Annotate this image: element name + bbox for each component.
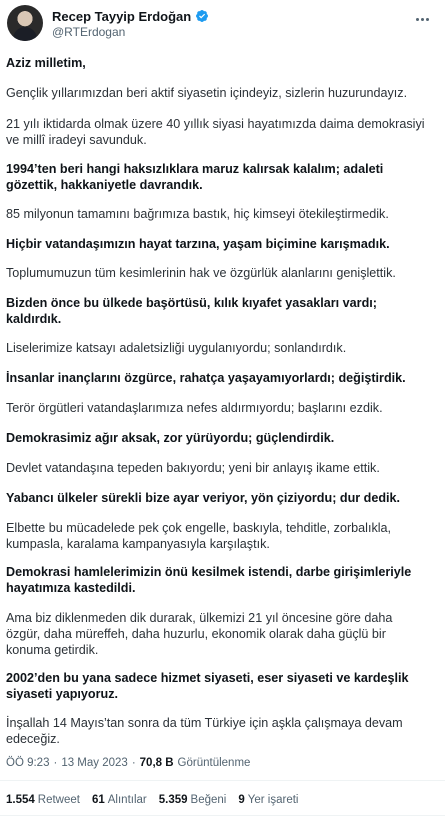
tweet-header [0,0,445,46]
tweet-paragraph: Demokrasi hamlelerimizin önü kesilmek istendi, darbe girişimleriyle hayatımıza kastedildi. [6,565,412,595]
avatar[interactable] [7,5,43,41]
author-name-row[interactable] [52,8,209,24]
tweet-paragraph: 1994’ten beri hangi haksızlıklara maruz kalırsak kalalım; adaleti gözettik, hakkaniyetle davrandık. [6,162,384,192]
author-name[interactable]: Recep Tayyip Erdoğan [52,8,192,24]
tweet-paragraph: Bizden önce bu ülkede başörtüsü, kılık kıyafet yasakları vardı; kaldırdık. [6,296,377,326]
retweets-stat[interactable] [6,794,80,806]
retweets-label: Retweet [37,794,80,806]
more-options-icon[interactable] [411,11,433,27]
engagement-stats [6,794,298,806]
meta-separator: · [131,757,136,769]
tweet-paragraph: İnşallah 14 Mayıs’tan sonra da tüm Türkiye için aşkla çalışmaya devam edeceğiz. [6,716,403,746]
quotes-count: 61 [91,794,105,806]
tweet-paragraph: Elbette bu mücadelede pek çok engelle, baskıyla, tehditle, zorbalıkla, kumpasla, karalama kampanyasıyla karşılaştık. [6,521,392,551]
tweet-paragraph: Terör örgütleri vatandaşlarımıza nefes aldırmıyordu; başlarını ezdik. [6,401,383,415]
bookmarks-stat[interactable] [238,794,298,806]
likes-label: Beğeni [190,794,227,806]
views-count[interactable]: 70,8 B [139,757,174,769]
divider [0,815,445,816]
bookmarks-count: 9 [238,794,245,806]
quotes-label: Alıntılar [107,794,147,806]
quotes-stat[interactable] [92,794,147,806]
tweet-date[interactable]: 13 May 2023 [61,757,128,769]
tweet-paragraph: Aziz milletim, [6,56,86,70]
tweet-paragraph: Devlet vatandaşına tepeden bakıyordu; yeni bir anlayış ikame ettik. [6,461,380,475]
tweet-paragraph: 21 yılı iktidarda olmak üzere 40 yıllık siyasi hayatımızda daima demokrasiyi ve millî iradeyi savunduk. [6,117,425,147]
retweets-count: 1.554 [6,794,35,806]
tweet-paragraph: Yabancı ülkeler sürekli bize ayar veriyor, yön çiziyordu; dur dedik. [6,491,401,505]
tweet-paragraph: 85 milyonun tamamını bağrımıza bastık, hiç kimseyi ötekileştirmedik. [6,207,389,221]
tweet-paragraph: 2002’den bu yana sadece hizmet siyaseti, eser siyaseti ve kardeşlik siyaseti yapıyoruz. [6,671,409,701]
tweet-paragraph: Gençlik yıllarımızdan beri aktif siyasetin içindeyiz, sizlerin huzurundayız. [6,86,408,100]
tweet-paragraph: Ama biz diklenmeden dik durarak, ülkemizi 21 yıl öncesine göre daha özgür, daha müreffeh, daha huzurlu, ekonomik olarak daha güçlü bir konuma getirdik. [6,611,393,657]
bookmarks-label: Yer işareti [247,794,299,806]
tweet-paragraph: Demokrasimiz ağır aksak, zor yürüyordu; güçlendirdik. [6,431,335,445]
tweet-time[interactable]: ÖÖ 9:23 [6,757,50,769]
tweet-paragraph: İnsanlar inançlarını özgürce, rahatça yaşayamıyorlardı; değiştirdik. [6,371,406,385]
tweet-paragraph: Hiçbir vatandaşımızın hayat tarzına, yaşam biçimine karışmadık. [6,237,390,251]
likes-stat[interactable] [159,794,227,806]
meta-separator: · [53,757,58,769]
divider [0,780,445,781]
tweet-paragraph: Liselerimize katsayı adaletsizliği uygulanıyordu; sonlandırdık. [6,341,347,355]
tweet-paragraph: Toplumumuzun tüm kesimlerinin hak ve özgürlük alanlarını genişlettik. [6,266,396,280]
author-handle[interactable]: @RTErdogan [52,25,126,39]
likes-count: 5.359 [158,794,188,806]
views-label[interactable]: Görüntülenme [177,757,251,769]
verified-badge-icon [195,9,209,23]
tweet-metadata [6,757,250,769]
